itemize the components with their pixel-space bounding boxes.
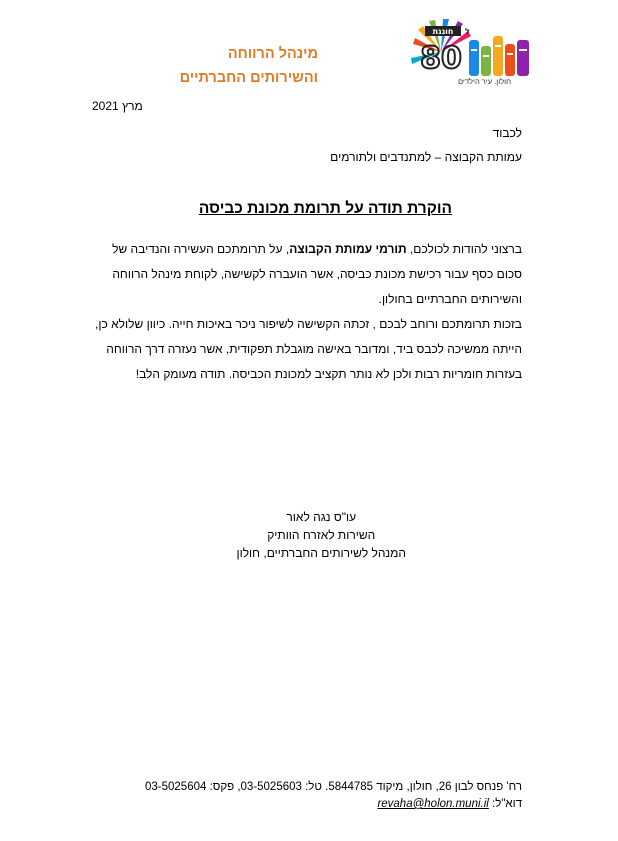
signer-department: המנהל לשירותים החברתיים, חולון bbox=[236, 546, 406, 560]
badge-prefix: ל bbox=[465, 27, 470, 36]
email-link[interactable]: revaha@holon.muni.il bbox=[377, 798, 489, 810]
department-name bbox=[180, 42, 318, 90]
paragraph-1-start: ברצוני להודות לכולכם, bbox=[406, 242, 522, 256]
recipient: עמותת הקבוצה – למתנדבים ולתורמים bbox=[330, 150, 522, 164]
letter-date: מרץ 2021 bbox=[92, 99, 143, 113]
donors-highlight: תורמי עמותת הקבוצה bbox=[289, 242, 407, 256]
department-line-1: מינהל הרווחה bbox=[227, 46, 318, 62]
letter-subject: הוקרת תודה על תרומת מכונת כביסה bbox=[198, 200, 452, 217]
signer-name: עו"ס נגה לאור bbox=[286, 510, 357, 524]
to-label: לכבוד bbox=[492, 126, 522, 140]
footer bbox=[145, 779, 522, 813]
badge-number: 80 bbox=[420, 41, 462, 76]
signer-role: השירות לאזרח הוותיק bbox=[267, 528, 376, 542]
logo-tagline: חולון. עיר הילדים bbox=[458, 77, 512, 86]
paragraph-1-end: , על תרומתכם העשירה והנדיבה של סכום כסף עבור רכישת מכונת כביסה, אשר הועברה לקשישה, לקוחת מינהל הרווחה והשירותים החברתיים בחולון. bbox=[112, 242, 522, 306]
department-line-2: והשירותים החברתיים bbox=[179, 70, 318, 86]
holon-wordmark bbox=[469, 36, 529, 76]
paragraph-1 bbox=[90, 237, 522, 312]
signature-block bbox=[236, 508, 406, 562]
badge-word: חוגגת bbox=[432, 27, 454, 36]
footer-address: רח' פנחס לבון 26, חולון, מיקוד 5844785. טל: 03-5025603, פקס: 03-5025604 bbox=[144, 781, 522, 793]
footer-email-line bbox=[145, 796, 522, 813]
letter-body bbox=[90, 237, 522, 387]
paragraph-2: בזכות תרומתכם ורוחב לבכם , זכתה הקשישה לשיפור ניכר באיכות חייה. כיוון שלולא כן, הייתה ממשיכה לכבס ביד, ומדובר באישה מוגבלת תפקודית, אשר נעזרה דרך הרווחה בעזרות חומריות רבות ולכן לא נותר תקציב למכונת הכביסה. תודה מעומק הלב! bbox=[95, 317, 522, 381]
email-label: דוא"ל: bbox=[488, 798, 522, 810]
logo-word: חולון bbox=[497, 86, 501, 87]
